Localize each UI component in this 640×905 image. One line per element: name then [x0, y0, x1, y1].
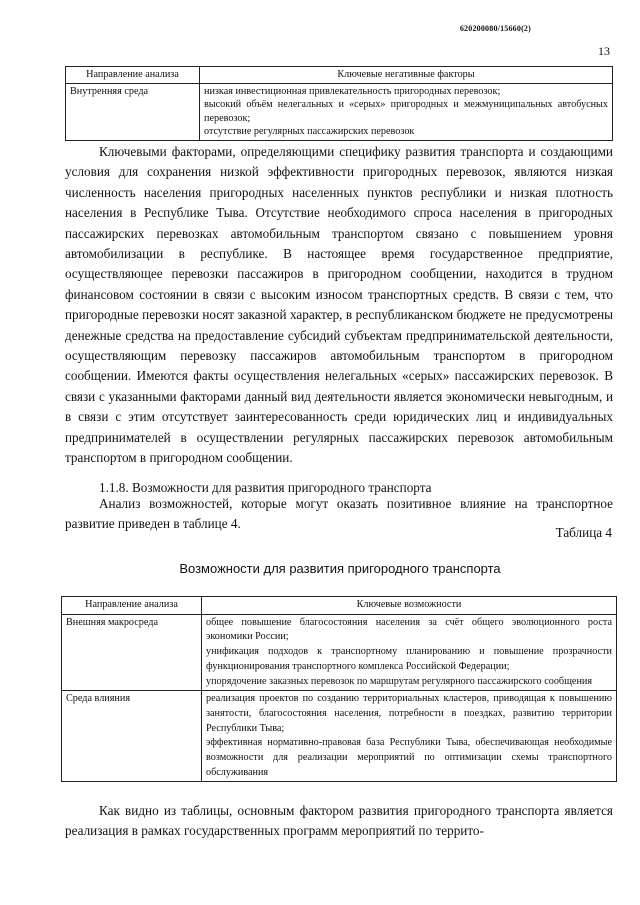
- opportunities-table: [61, 596, 617, 782]
- list-item: реализация проектов по созданию территориальных кластеров, приводящая к повышению занятости, благосостояния населения, потребности в поездках, развитию территории Республики Тыва;: [206, 693, 612, 734]
- list-item: высокий объём нелегальных и «серых» пригородных и межмуниципальных автобусных перевозок;: [204, 99, 608, 124]
- negative-factors-table: [65, 66, 613, 141]
- list-item: упорядочение заказных перевозок по маршрутам регулярного пассажирского сообщения: [206, 675, 593, 687]
- direction-cell: Среда влияния: [62, 691, 202, 782]
- direction-cell: Внешняя макросреда: [62, 614, 202, 691]
- list-item: общее повышение благосостояния населения за счёт общего эволюционного роста экономики России;: [206, 616, 612, 643]
- section-heading: 1.1.8. Возможности для развития пригородного транспорта: [99, 480, 432, 495]
- factors-cell: [200, 83, 613, 140]
- table-number-label: Таблица 4: [555, 525, 612, 540]
- column-header-factors: Ключевые негативные факторы: [200, 67, 613, 84]
- column-header-direction: Направление анализа: [66, 67, 200, 84]
- table-row: [62, 614, 617, 691]
- opportunities-cell: [202, 614, 617, 691]
- table-title: Возможности для развития пригородного транспорта: [179, 561, 501, 576]
- document-code: 620200080/15660(2): [459, 24, 531, 33]
- page-number: 13: [598, 44, 610, 58]
- opportunities-cell: [202, 691, 617, 782]
- column-header-opportunities: Ключевые возможности: [202, 597, 617, 615]
- list-item: эффективная нормативно-правовая база Республики Тыва, обеспечивающая необходимые возможности для реализации мероприятий по оптимизации схемы транспортного обслуживания: [206, 737, 612, 778]
- paragraph-conclusion: Как видно из таблицы, основным фактором развития пригородного транспорта является реализация в рамках государственных программ мероприятий по террито-: [65, 803, 613, 839]
- paragraph-analysis: Анализ возможностей, которые могут оказать позитивное влияние на транспортное развитие приведен в таблице 4.: [65, 496, 613, 532]
- table-header-row: [62, 597, 617, 615]
- table-header-row: [66, 67, 613, 84]
- column-header-direction: Направление анализа: [62, 597, 202, 615]
- list-item: низкая инвестиционная привлекательность пригородных перевозок;: [204, 85, 501, 97]
- direction-cell: Внутренняя среда: [66, 83, 200, 140]
- list-item: отсутствие регулярных пассажирских перевозок: [204, 126, 415, 137]
- table-row: [62, 691, 617, 782]
- table-row: [66, 83, 613, 140]
- paragraph-key-factors: Ключевыми факторами, определяющими специфику развития транспорта и создающими условия для сохранения низкой эффективности пригородных перевозок, являются низкая численность населения пригородных населенных пунктов республики и низкая плотность населения в Республике Тыва. Отсутствие необходимого спроса населения в пригородных пассажирских перевозках автомобильным транспортом связано с повышением уровня автомобилизации в республике. В настоящее время государственное предприятие, осуществляющее перевозки пассажиров в пригородном сообщении, находится в трудном финансовом состоянии в связи с высоким износом транспортных средств. В связи с тем, что пригородные перевозки носят заказной характер, в республиканском бюджете не предусмотрены денежные средства на предоставление субсидий субъектам предпринимательской деятельности, осуществляющим перевозку пассажиров автомобильным транспортом в пригородном сообщении. Имеются факты осуществления нелегальных «серых» пассажирских перевозок. В связи с указанными факторами данный вид деятельности является экономически невыгодным, и в связи с этим отсутствует заинтересованность среди юридических лиц и индивидуальных предпринимателей в осуществлении регулярных пассажирских перевозок автомобильным транспортом в пригородном сообщении.: [65, 144, 613, 466]
- list-item: унификация подходов к транспортному планированию и повышение прозрачности функционирования транспортного комплекса Российской Федерации;: [206, 646, 612, 672]
